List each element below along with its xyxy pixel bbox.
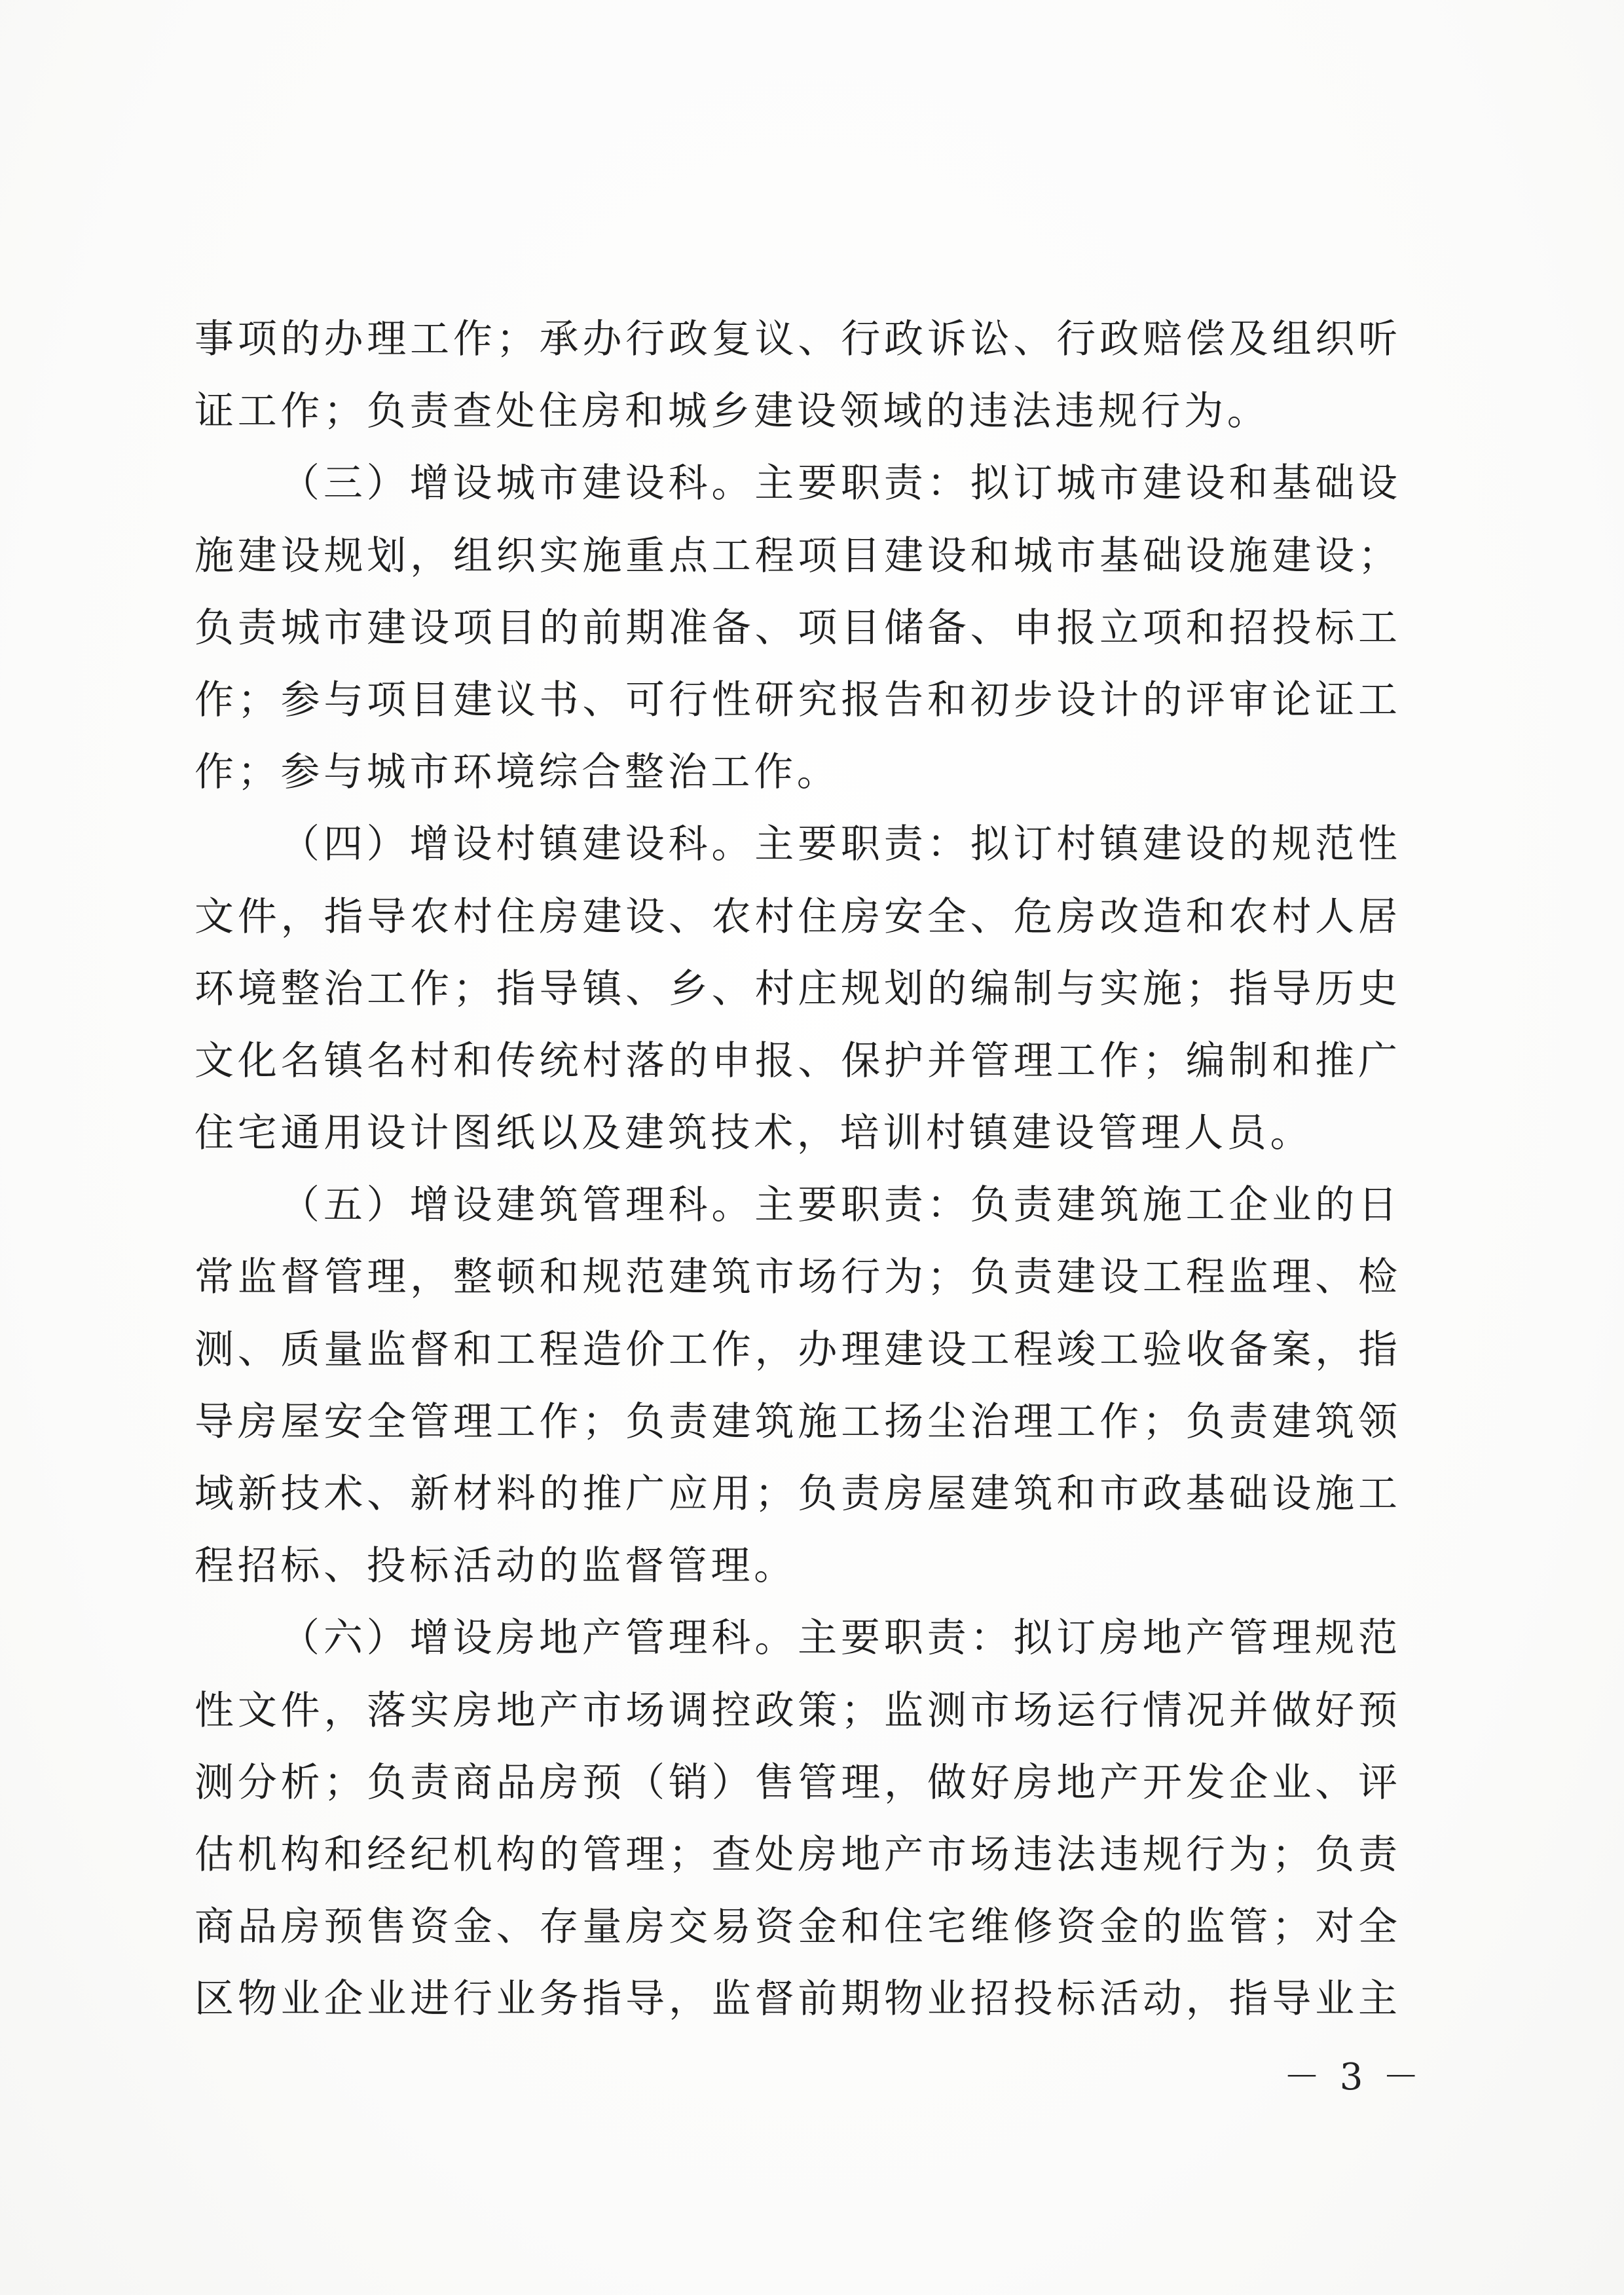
text-line: 施建设规划，组织实施重点工程项目建设和城市基础设施建设；: [194, 532, 1400, 579]
text-line: （三）增设城市建设科。主要职责：拟订城市建设和基础设: [280, 460, 1400, 507]
text-line: 住宅通用设计图纸以及建筑技术，培训村镇建设管理人员。: [194, 1110, 1314, 1157]
text-line: 性文件，落实房地产市场调控政策；监测市场运行情况并做好预: [194, 1687, 1400, 1734]
text-line: （六）增设房地产管理科。主要职责：拟订房地产管理规范: [280, 1615, 1400, 1662]
text-line: 测分析；负责商品房预（销）售管理，做好房地产开发企业、评: [194, 1759, 1400, 1806]
text-line: 环境整治工作；指导镇、乡、村庄规划的编制与实施；指导历史: [194, 965, 1400, 1012]
text-line: 程招标、投标活动的监督管理。: [194, 1543, 797, 1590]
text-line: 事项的办理工作；承办行政复议、行政诉讼、行政赔偿及组织听: [194, 316, 1400, 362]
paragraph-continued: [194, 303, 1400, 447]
paragraph-village-construction: [194, 808, 1400, 1169]
text-line: 负责城市建设项目的前期准备、项目储备、申报立项和招投标工: [194, 605, 1400, 651]
text-line: 估机构和经纪机构的管理；查处房地产市场违法违规行为；负责: [194, 1831, 1400, 1878]
paragraph-building-management: [194, 1169, 1400, 1602]
paragraph-real-estate-management: [194, 1602, 1400, 2035]
body-text: [194, 303, 1400, 2036]
text-line: 区物业企业进行业务指导，监督前期物业招投标活动，指导业主: [194, 1976, 1400, 2023]
text-line: 导房屋安全管理工作；负责建筑施工扬尘治理工作；负责建筑领: [194, 1398, 1400, 1445]
text-line: 常监督管理，整顿和规范建筑市场行为；负责建设工程监理、检: [194, 1254, 1400, 1301]
text-line: 作；参与项目建议书、可行性研究报告和初步设计的评审论证工: [194, 677, 1400, 723]
text-line: 文化名镇名村和传统村落的申报、保护并管理工作；编制和推广: [194, 1037, 1400, 1084]
paragraph-urban-construction: [194, 447, 1400, 808]
text-line: （四）增设村镇建设科。主要职责：拟订村镇建设的规范性: [280, 821, 1400, 868]
text-line: 作；参与城市环境综合整治工作。: [194, 749, 840, 796]
text-line: （五）增设建筑管理科。主要职责：负责建筑施工企业的日: [280, 1182, 1400, 1229]
text-line: 测、质量监督和工程造价工作，办理建设工程竣工验收备案，指: [194, 1326, 1400, 1373]
text-line: 商品房预售资金、存量房交易资金和住宅维修资金的监管；对全: [194, 1904, 1400, 1950]
text-line: 证工作；负责查处住房和城乡建设领域的违法违规行为。: [194, 388, 1270, 435]
text-line: 文件，指导农村住房建设、农村住房安全、危房改造和农村人居: [194, 893, 1400, 940]
page-number: － 3 －: [1283, 2056, 1424, 2099]
text-line: 域新技术、新材料的推广应用；负责房屋建筑和市政基础设施工: [194, 1471, 1400, 1517]
